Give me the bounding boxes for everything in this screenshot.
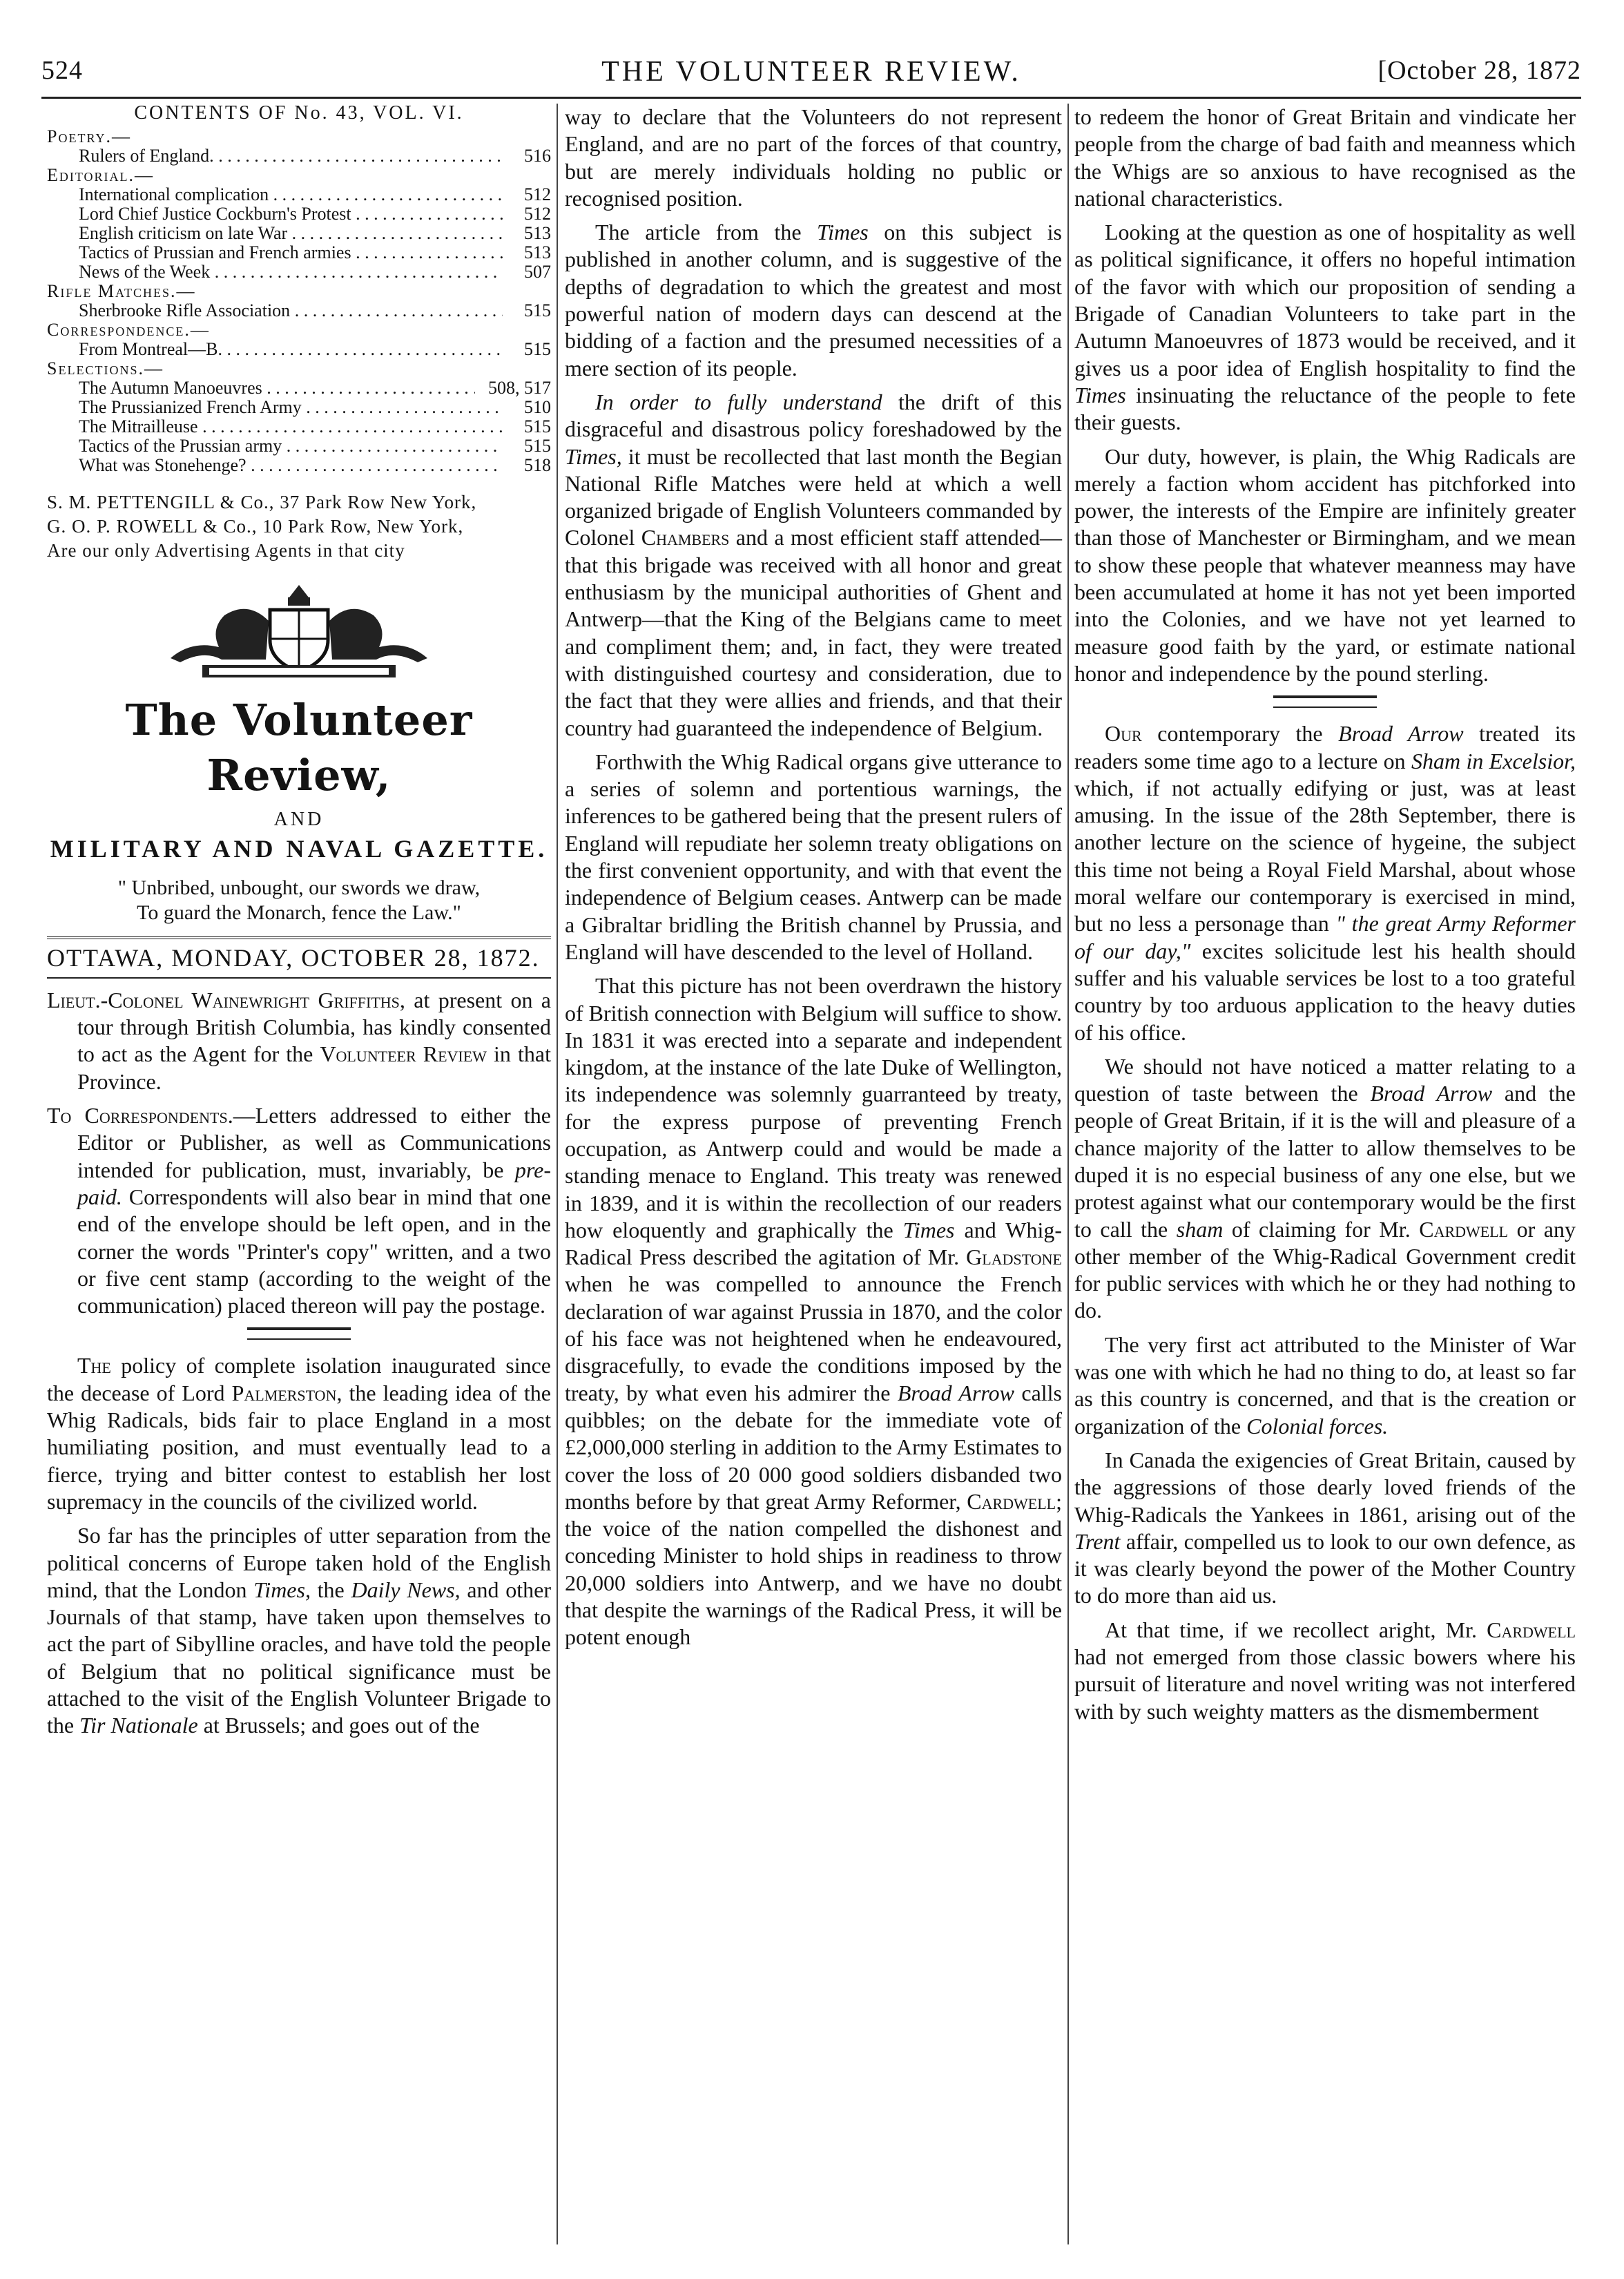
article-paragraph: Forthwith the Whig Radical organs give utterance to a series of solemn and portentious warnings, the inferences to be gathered being that the present rulers of England will repudiate her solemn treaty obligations on the first convenient opportunity, and with that event the independence of Belgium ceases. Antwerp can be made a Gibraltar bridling the British channel by Prussia, and England will have descended to the level of Holland.	[565, 749, 1062, 964]
article-paragraph: So far has the principles of utter separation from the political concerns of Europe taken hold of the English mind, that the London Times, the Daily News, and other Journals of that stamp, have taken upon themselves to act the part of Sibylline oracles, and have told the people of Belgium that no political significance must be attached to the visit of the English Volunteer Brigade to the Tir Nationale at Brussels; and goes out of the	[47, 1523, 552, 1738]
contents-entry[interactable]: International complication . . . 512	[47, 185, 551, 204]
article-paragraph: The very first act attributed to the Minister of War was one with which he had no thing to do, at least so far as this country is concerned, and that is the creation or organization of the Colonial forces.	[1074, 1331, 1576, 1439]
contents-section-poetry: Poetry.—	[47, 126, 131, 146]
masthead-subtitle: MILITARY AND NAVAL GAZETTE.	[50, 835, 548, 863]
article-paragraph: In Canada the exigencies of Great Britain, caused by the aggressions of those dearly loved friends of the Whig-Radicals the Yankees in 1861, arising out of the Trent affair, compelled us to look to our own defence, as it was clearly beyond the power of the Mother Country to do more than aid us.	[1074, 1447, 1576, 1608]
contents-section-editorial: Editorial.—	[47, 165, 155, 185]
advertising-agents	[47, 492, 551, 561]
page-number: 524	[41, 56, 83, 85]
contents-entry[interactable]: The Mitrailleuse . . . 515	[47, 417, 551, 436]
contents-entry[interactable]: From Montreal—B. . . . 515	[47, 340, 551, 359]
contents-entry[interactable]: English criticism on late War . . . 513	[47, 224, 551, 243]
contents-entry[interactable]: Lord Chief Justice Cockburn's Protest . . . 512	[47, 204, 551, 224]
article-paragraph: Looking at the question as one of hospitality as well as political significance, it offers no hopeful intimation of the favor with which our proposition of sending a Brigade of Canadian Volunteers to take part in the Autumn Manoeuvres of 1873 would be received, and it gives us a poor idea of English hospitality to find the Times insinuating the reluctance of the people to fete their guests.	[1074, 220, 1576, 435]
contents-entry[interactable]: Tactics of Prussian and French armies . . . 513	[47, 243, 551, 262]
masthead-motto: " Unbribed, unbought, our swords we draw, To guard the Monarch, fence the Law."	[117, 876, 481, 924]
agent-line: Are our only Advertising Agents in that city	[47, 540, 405, 561]
column-1	[47, 104, 551, 1747]
contents-section-rifle-matches: Rifle Matches.—	[47, 281, 196, 301]
contents-section-selections: Selections.—	[47, 358, 164, 378]
contents-entry[interactable]: The Autumn Manoeuvres . . . 508, 517	[47, 378, 551, 398]
royal-arms-crest-icon	[147, 579, 451, 683]
contents-title: CONTENTS OF No. 43, VOL. VI.	[134, 102, 464, 124]
column-divider-1	[557, 104, 558, 2244]
article-paragraph: to redeem the honor of Great Britain and vindicate her people from the charge of bad faith and meanness which the Whigs are so anxious to have recognised as the national characteristics.	[1074, 104, 1576, 211]
contents-box	[47, 104, 551, 475]
agent-line: S. M. PETTENGILL & Co., 37 Park Row New York,	[47, 492, 477, 512]
contents-entry[interactable]: News of the Week . . . 507	[47, 262, 551, 282]
contents-section-correspondence: Correspondence.—	[47, 320, 210, 340]
masthead	[47, 693, 551, 979]
article-paragraph: Our contemporary the Broad Arrow treated its readers some time ago to a lecture on Sham in Excelsior, which, if not actually edifying or just, was at least amusing. In the issue of the 28th September, there is another lecture on the science of hygeine, the subject this time not being a Royal Field Marshal, about whose moral welfare our contemporary is exercised in mind, but no less a personage than " the great Army Reformer of our day," excites solicitude lest his health should suffer and his valuable services be lost to a too grateful country by too arduous application to the heavy duties of his office.	[1074, 721, 1576, 1045]
agent-line: G. O. P. ROWELL & Co., 10 Park Row, New York,	[47, 516, 464, 537]
notice-correspondents: To Correspondents.—Letters addressed to either the Editor or Publisher, as well as Communications intended for publication, must, invariably, be pre-paid. Correspondents will also bear in mind that one end of the envelope should be left open, and in the corner the words "Printer's copy" written, and a two or five cent stamp (according to the weight of the communication) placed thereon will pay the postage.	[47, 1103, 551, 1318]
header-rule	[41, 97, 1581, 99]
article-paragraph: At that time, if we recollect aright, Mr. Cardwell had not emerged from those classic bowers where his pursuit of literature and novel writing was not interfered with by such weighty matters as the dismemberment	[1074, 1617, 1576, 1724]
issue-date: [October 28, 1872	[1378, 56, 1581, 85]
article-paragraph: Our duty, however, is plain, the Whig Radicals are merely a faction whom accident has pitchforked into power, the interests of the Empire are infinitely greater than those of Manchester or Birmingham, and we mean to show these people that whatever meanness may have been accumulated at home it has not yet been imported into the Colonies, and we have not yet learned to measure good faith by the yard, or estimate national honor and independence by the pound sterling.	[1074, 443, 1576, 686]
contents-entry[interactable]: What was Stonehenge? . . . 518	[47, 456, 551, 475]
dateline: OTTAWA, MONDAY, OCTOBER 28, 1872.	[47, 936, 551, 979]
publication-title: THE VOLUNTEER REVIEW.	[601, 56, 1021, 88]
masthead-and: AND	[273, 809, 325, 830]
article-paragraph: In order to fully understand the drift of this disgraceful and disastrous policy foreshadowed by the Times, it must be recollected that last month the Begian National Rifle Matches were held at which a well organized brigade of English Volunteers commanded by Colonel Chambers and a most efficient staff attended—that this brigade was received with all honor and great enthusiasm by the municipal authorities of Ghent and Antwerp—that the King of the Belgians came to meet and compliment them; and, in fact, they were treated with distinguished courtesy and consideration, due to the fact that they were allies and friends, and that their country had guaranteed the independence of Belgium.	[565, 389, 1063, 740]
running-header	[41, 55, 1581, 97]
article-paragraph: That this picture has not been overdrawn the history of British connection with Belgium will suffice to show. In 1831 it was erected into a separate and independent kingdom, at the instance of the late Duke of Wellington, its independence was solemnly guarranteed by treaty, for the express purpose of preventing French occupation, as Antwerp could and would be made a standing menace to England. This treaty was renewed in 1839, and it is within the recollection of our readers how eloquently and graphically the Times and Whig-Radical Press described the agitation of Mr. Gladstone when he was compelled to announce the French declaration of war against Prussia in 1870, and the color of his face was not heightened when he endeavoured, disgracefully, to evade the conditions imposed by the treaty, by what even his admirer the Broad Arrow calls quibbles; on the debate for the immediate vote of £2,000,000 sterling in addition to the Army Estimates to cover the loss of 20 000 good soldiers disbanded two months before by that great Army Reformer, Cardwell; the voice of the nation compelled the dishonest and conceding Minister to hold ships in readiness to throw 20,000 soldiers into Antwerp, and we have no doubt that despite the warnings of the Radical Press, it will be potent enough	[565, 973, 1063, 1650]
contents-entry[interactable]: The Prussianized French Army . . . 510	[47, 398, 551, 417]
contents-entry[interactable]: Sherbrooke Rifle Association . . . 515	[47, 301, 551, 320]
article-paragraph: The article from the Times on this subject is published in another column, and is suggestive of the depths of degradation to which the greatest and most powerful nation of modern days can descend at the bidding of a faction and the presumed necessities of a mere section of its people.	[565, 220, 1063, 381]
contents-entry[interactable]: Rulers of England. . . . 516	[47, 146, 551, 166]
section-separator	[1273, 695, 1377, 708]
article-paragraph: We should not have noticed a matter relating to a question of taste between the Broad Arrow and the people of Great Britain, if it is the will and pleasure of a chance majority of the latter to allow themselves to be duped it is no especial business of any one else, but we protest against what our contemporary would be the first to call the sham of claiming for Mr. Cardwell or any other member of the Whig-Radical Government credit for public services with which he or they had nothing to do.	[1074, 1053, 1576, 1323]
column-3	[1074, 104, 1576, 1732]
masthead-title: The Volunteer Review,	[125, 695, 473, 800]
column-2	[565, 104, 1062, 1658]
section-separator	[247, 1327, 351, 1340]
contents-entry[interactable]: Tactics of the Prussian army . . . 515	[47, 436, 551, 456]
article-paragraph: The policy of complete isolation inaugurated since the decease of Lord Palmerston, the leading idea of the Whig Radicals, bids fair to place England in a most humiliating position, and must eventually lead to a fierce, trying and bitter contest to establish her lost supremacy in the councils of the civilized world.	[47, 1353, 552, 1514]
notice-agent: Lieut.-Colonel Wainewright Griffiths, at present on a tour through British Columbia, has kindly consented to act as the Agent for the Volunteer Review in that Province.	[47, 987, 551, 1094]
column-divider-2	[1067, 104, 1069, 2244]
article-paragraph: way to declare that the Volunteers do not represent England, and are no part of the forces of that country, but are merely individuals holding no public or recognised position.	[565, 104, 1062, 211]
